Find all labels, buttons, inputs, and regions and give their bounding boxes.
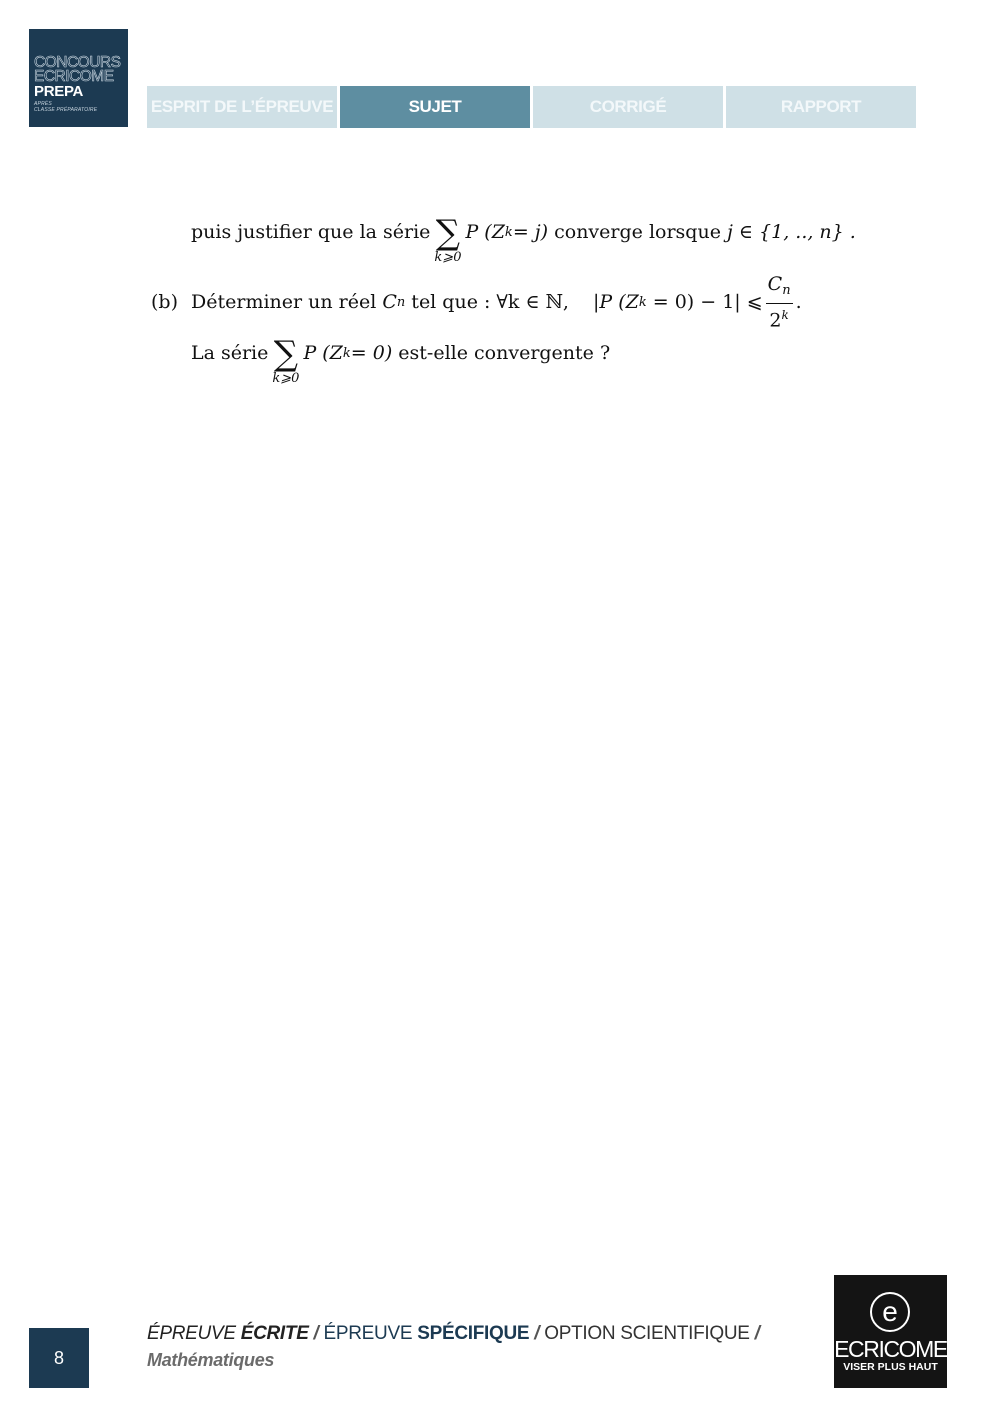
line2-var: C bbox=[382, 291, 397, 314]
summation-symbol bbox=[434, 213, 462, 266]
logo-line-apres: APRÈS bbox=[34, 101, 52, 107]
exercise-line-justify bbox=[191, 208, 856, 265]
line1-text-b: converge lorsque bbox=[548, 221, 727, 243]
logo-line-ecricome: ECRICOME bbox=[34, 68, 114, 85]
line3-expr: P (Z bbox=[303, 342, 343, 364]
line1-expr: P (Z bbox=[465, 221, 505, 243]
line2-text-b: tel que : ∀k ∈ ℕ, bbox=[405, 291, 569, 314]
exercise-content bbox=[0, 0, 1004, 400]
logo-line-concours: CONCOURS bbox=[34, 54, 121, 71]
line2-expr-b: = 0) − 1| ⩽ bbox=[646, 291, 763, 314]
footer-word-specifique: SPÉCIFIQUE bbox=[417, 1323, 530, 1344]
line3-expr-b: = 0) bbox=[350, 342, 393, 364]
footer-option: OPTION SCIENTIFIQUE bbox=[544, 1323, 750, 1344]
ecricome-emblem-icon bbox=[868, 1290, 912, 1334]
num-sub: n bbox=[782, 283, 791, 298]
footer-subject: Mathématiques bbox=[147, 1350, 275, 1370]
line3-text-b: est-elle convergente ? bbox=[392, 342, 611, 364]
den-exp: k bbox=[781, 308, 789, 322]
line2-text-a: Déterminer un réel bbox=[191, 291, 383, 314]
exercise-line-b bbox=[151, 273, 802, 331]
line1-condition: j ∈ {1, .., n} . bbox=[726, 221, 856, 243]
line3-text-a: La série bbox=[191, 342, 269, 364]
footer-word-ecrite: ÉCRITE bbox=[240, 1323, 309, 1344]
sigma-glyph: ∑ bbox=[435, 213, 461, 253]
brand-tagline: VISER PLUS HAUT bbox=[843, 1361, 938, 1373]
line2-expr-a: |P (Z bbox=[592, 291, 639, 314]
ecricome-brand-logo bbox=[834, 1275, 947, 1388]
summation-symbol-2 bbox=[272, 334, 300, 387]
footer-word-epreuve-2: ÉPREUVE bbox=[323, 1323, 413, 1344]
fraction-denominator bbox=[769, 304, 788, 331]
logo-line-prepa: PREPA bbox=[34, 83, 84, 100]
fraction-numerator bbox=[766, 273, 793, 304]
page-number: 8 bbox=[29, 1328, 89, 1388]
tab-esprit-epreuve[interactable]: ESPRIT DE L’ÉPREUVE bbox=[147, 86, 337, 128]
line2-var-sub: n bbox=[396, 294, 406, 310]
den-base: 2 bbox=[769, 309, 782, 332]
footer-exam-type bbox=[147, 1323, 760, 1345]
fraction bbox=[766, 273, 793, 331]
line2-end: . bbox=[795, 291, 802, 314]
tab-corrige[interactable]: CORRIGÉ bbox=[533, 86, 723, 128]
line2-expr-sub: k bbox=[638, 294, 647, 310]
exercise-line-question bbox=[191, 329, 611, 386]
line1-expr-b: = j) bbox=[512, 221, 549, 243]
line1-sub: k bbox=[504, 224, 513, 240]
logo-line-classe: CLASSE PRÉPARATOIRE bbox=[34, 107, 98, 113]
footer-word-epreuve: ÉPREUVE bbox=[147, 1323, 236, 1344]
footer-sep-3: / bbox=[749, 1323, 760, 1344]
sum-lower-limit: k⩾0 bbox=[434, 250, 462, 265]
num-c: C bbox=[767, 273, 783, 295]
item-label-b: (b) bbox=[151, 291, 178, 314]
sum-lower-limit-2: k⩾0 bbox=[272, 371, 300, 386]
sigma-glyph-2: ∑ bbox=[273, 334, 299, 374]
brand-name: ECRICOME bbox=[834, 1336, 947, 1362]
tab-rapport[interactable]: RAPPORT bbox=[726, 86, 916, 128]
tab-sujet[interactable]: SUJET bbox=[340, 86, 530, 128]
emblem-letter: e bbox=[882, 1296, 898, 1327]
footer-sep-1: / bbox=[308, 1323, 324, 1344]
footer-sep-2: / bbox=[529, 1323, 545, 1344]
line1-text-a: puis justifier que la série bbox=[191, 221, 431, 243]
line3-sub: k bbox=[342, 345, 351, 361]
